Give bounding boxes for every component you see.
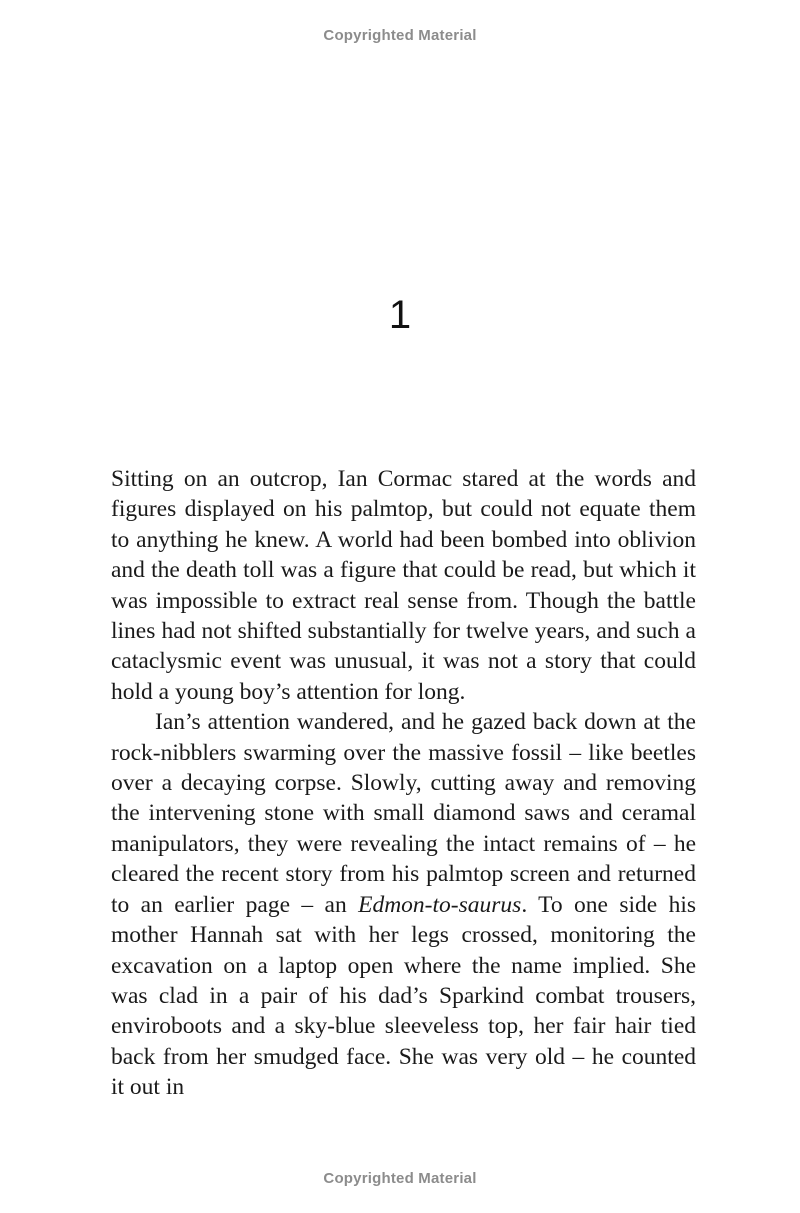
- paragraph-2-text-end: . To one side his mother Hannah sat with her legs crossed, monitoring the excavation on a laptop open where the name implied. She was clad in a pair of his dad’s Sparkind combat trousers, enviroboots and a sky-blue sleeveless top, her fair hair tied back from her smudged face. She was very old – he counted it out in: [111, 891, 696, 1101]
- paragraph-2-italic-term: Edmon-to-saurus: [358, 891, 522, 918]
- chapter-number: 1: [388, 293, 412, 337]
- paragraph-2-text-start: Ian’s attention wandered, and he gazed back down at the rock-nibblers swarming over the massive fossil – like beetles over a decaying corpse. Slowly, cutting away and removing the intervening stone with small diamond saws and ceramal manipulators, they were revealing the intact remains of – he cleared the recent story from his palmtop screen and returned to an earlier page – an: [111, 709, 696, 918]
- copyright-watermark-bottom: Copyrighted Material: [323, 1170, 477, 1187]
- chapter-body: [111, 464, 696, 1103]
- paragraph-2: [111, 707, 696, 1102]
- paragraph-1: Sitting on an outcrop, Ian Cormac stared at the words and figures displayed on his palmtop, but could not equate them to anything he knew. A world had been bombed into oblivion and the death toll was a figure that could be read, but which it was impossible to extract real sense from. Though the battle lines had not shifted substantially for twelve years, and such a cataclysmic event was unusual, it was not a story that could hold a young boy’s attention for long.: [111, 466, 696, 705]
- copyright-watermark-top: Copyrighted Material: [323, 27, 477, 44]
